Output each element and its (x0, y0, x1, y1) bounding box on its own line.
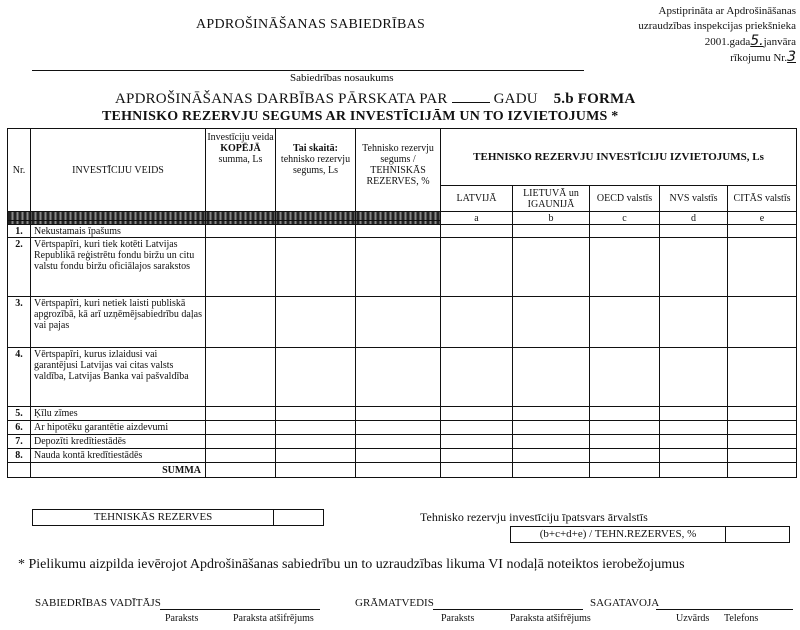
signature-head-label: SABIEDRĪBAS VADĪTĀJS (35, 597, 161, 609)
letter-b: b (513, 212, 590, 225)
signature-accountant-label: GRĀMATVEDIS (355, 597, 434, 609)
header-col-oecd: OECD valstīs (590, 186, 660, 212)
signature-head-line[interactable] (160, 599, 320, 610)
header-separator-row (8, 212, 797, 221)
footnote: * Pielikumu aizpilda ievērojot Apdrošināšanas sabiedrību un to uzraudzības likuma VI nodaļā noteiktos ierobežojumus (18, 557, 685, 572)
letter-d: d (660, 212, 728, 225)
signature-head-sign-label: Paraksts (165, 613, 199, 624)
letter-a: a (441, 212, 513, 225)
approval-order-number: 3 (787, 49, 796, 65)
report-title: APDROŠINĀŠANAS DARBĪBAS PĀRSKATA PAR GADU 5.b FORMA (115, 91, 636, 107)
table-row: 7. Depozīti kredītiestādēs (8, 435, 797, 449)
approval-line-1: Apstiprināta ar Apdrošināšanas (658, 5, 796, 17)
table-row: 8. Nauda kontā kredītiestādēs (8, 449, 797, 463)
header-col-lithuania-estonia: LIETUVĀ un IGAUNIJĀ (513, 186, 590, 212)
form-number: 5.b FORMA (553, 91, 636, 107)
signature-preparer-phone-label: Telefons (724, 613, 759, 624)
table-row: 5. Ķīlu zīmes (8, 407, 797, 421)
investments-table (7, 128, 797, 478)
header-total-sum: Investīciju veida KOPĒJĀ summa, Ls (206, 129, 276, 212)
approval-day: 5. (750, 33, 764, 49)
signature-accountant-sign-label: Paraksts (441, 613, 475, 624)
letter-e: e (728, 212, 797, 225)
signature-preparer-line[interactable] (656, 599, 793, 610)
approval-note (612, 4, 796, 66)
signature-accountant-decipher-label: Paraksta atšifrējums (510, 613, 591, 624)
header-col-other: CITĀS valstīs (728, 186, 797, 212)
table-row: 6. Ar hipotēku garantētie aizdevumi (8, 421, 797, 435)
header-covering: Tai skaitā: tehnisko rezervju segums, Ls (276, 129, 356, 212)
company-name-line[interactable] (32, 70, 584, 71)
foreign-share-title: Tehnisko rezervju investīciju īpatsvars ārvalstīs (420, 510, 648, 524)
header-col-latvia: LATVIJĀ (441, 186, 513, 212)
header-coverage-share: Tehnisko rezervju segums / TEHNISKĀS REZERVES, % (356, 129, 441, 212)
foreign-share-box (510, 526, 790, 543)
signature-preparer-label: SAGATAVOJA (590, 597, 660, 609)
company-name-label: Sabiedrības nosaukums (290, 72, 394, 84)
header-investment-types: INVESTĪCIJU VEIDS (31, 129, 206, 212)
signature-accountant-line[interactable] (433, 599, 583, 610)
signature-preparer-surname-label: Uzvārds (676, 613, 710, 624)
table-row: 4. Vērtspapīri, kurus izlaidusi vai garantējusi Latvijas vai citas valsts valdība, Latvijas Banka vai pašvaldība (8, 348, 797, 407)
approval-order: rīkojumu Nr.3 (730, 49, 796, 65)
table-row: 1. Nekustamais īpašums (8, 225, 797, 238)
header-col-nvs: NVS valstīs (660, 186, 728, 212)
summa-label: SUMMA (31, 463, 206, 478)
summa-row (8, 463, 797, 478)
signature-head-decipher-label: Paraksta atšifrējums (233, 613, 314, 624)
table-row: 2. Vērtspapīri, kuri tiek kotēti Latvijas Republikā reģistrētu fondu biržu un citu valstu fondu biržu oficiālajos sarakstos (8, 238, 797, 297)
approval-line-2: uzraudzības inspekcijas priekšnieka (638, 20, 796, 32)
header-nr: Nr. (8, 129, 31, 212)
technical-reserves-label: TEHNISKĀS REZERVES (33, 510, 274, 525)
company-heading: APDROŠINĀŠANAS SABIEDRĪBAS (196, 17, 426, 32)
approval-date: 2001.gada5.janvāra (704, 33, 796, 49)
header-placement: TEHNISKO REZERVJU INVESTĪCIJU IZVIETOJUMS, Ls (441, 129, 797, 186)
technical-reserves-box (32, 509, 324, 526)
letter-c: c (590, 212, 660, 225)
report-subtitle: TEHNISKO REZERVJU SEGUMS AR INVESTĪCIJĀM UN TO IZVIETOJUMS * (102, 109, 619, 124)
report-year-blank[interactable] (452, 90, 490, 103)
foreign-share-formula: (b+c+d+e) / TEHN.REZERVES, % (511, 527, 726, 542)
table-row: 3. Vērtspapīri, kuri netiek laisti publiskā apgrozībā, kā arī uzņēmējsabiedrību daļas vai pajas (8, 297, 797, 348)
